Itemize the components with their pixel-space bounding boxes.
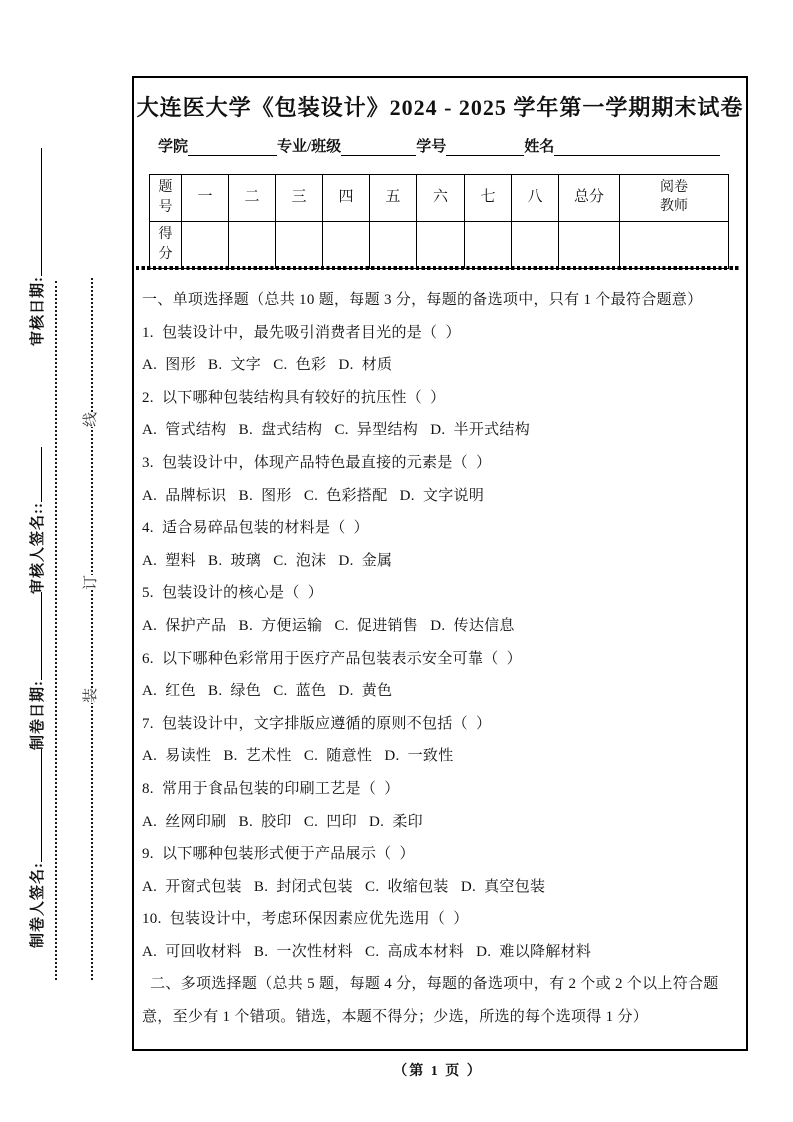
reviewer-signature-blank — [27, 447, 42, 502]
binding-dotted-line-right — [91, 278, 93, 980]
binding-dotted-line-left — [55, 281, 57, 980]
question-options: A. 易读性 B. 艺术性 C. 随意性 D. 一致性 — [142, 748, 454, 765]
score-cell — [276, 222, 323, 269]
score-cell — [559, 222, 620, 269]
score-label-cell: 得分 — [150, 222, 182, 269]
question-number-label-cell: 题号 — [150, 175, 182, 222]
col-header-8: 八 — [512, 175, 559, 222]
exam-content-box — [132, 76, 748, 1051]
school-label: 学院 — [158, 139, 189, 155]
question-text: 1. 包装设计中，最先吸引消费者目光的是（ ） — [142, 324, 461, 341]
question-text: 5. 包装设计的核心是（ ） — [142, 585, 324, 602]
name-label: 姓名 — [524, 139, 555, 155]
student-info-line — [158, 134, 720, 156]
major-class-blank — [341, 137, 416, 156]
col-header-5: 五 — [370, 175, 417, 222]
student-id-blank — [446, 137, 524, 156]
paper-maker-signature-field — [26, 749, 47, 948]
paper-maker-signature-label: 制卷人签名: — [30, 862, 46, 948]
question-options: A. 丝网印刷 B. 胶印 C. 凹印 D. 柔印 — [142, 813, 423, 830]
binding-char-ding: 订 — [80, 575, 103, 590]
col-header-4: 四 — [323, 175, 370, 222]
col-header-2: 二 — [229, 175, 276, 222]
question-text: 3. 包装设计中，体现产品特色最直接的元素是（ ） — [142, 454, 492, 471]
score-cell — [370, 222, 417, 269]
student-id-label: 学号 — [416, 139, 447, 155]
questions-area — [142, 284, 733, 1034]
question-text: 2. 以下哪种包装结构具有较好的抗压性（ ） — [142, 389, 446, 406]
name-blank — [554, 137, 720, 156]
school-blank — [188, 137, 277, 156]
question-options: A. 红色 B. 绿色 C. 蓝色 D. 黄色 — [142, 683, 393, 700]
col-header-total: 总分 — [559, 175, 620, 222]
paper-maker-signature-blank — [27, 749, 42, 862]
question-options: A. 保护产品 B. 方便运输 C. 促进销售 D. 传达信息 — [142, 617, 515, 634]
reviewer-signature-label: 审核人签名:: — [30, 502, 46, 594]
score-cell — [620, 222, 729, 269]
binding-char-xian: 线 — [80, 412, 103, 427]
question-options: A. 开窗式包装 B. 封闭式包装 C. 收缩包装 D. 真空包装 — [142, 878, 546, 895]
question-options: A. 品牌标识 B. 图形 C. 色彩搭配 D. 文字说明 — [142, 487, 485, 504]
score-table-score-row — [150, 222, 729, 269]
reviewer-signature-field — [26, 447, 47, 594]
question-options: A. 塑料 B. 玻璃 C. 泡沫 D. 金属 — [142, 552, 393, 569]
score-cell — [465, 222, 512, 269]
question-text: 8. 常用于食品包装的印刷工艺是（ ） — [142, 780, 400, 797]
col-header-1: 一 — [182, 175, 229, 222]
col-header-7: 七 — [465, 175, 512, 222]
paper-making-date-label: 制卷日期: — [30, 680, 46, 750]
paper-making-date-field — [26, 592, 47, 750]
question-text: 10. 包装设计中，考虑环保因素应优先选用（ ） — [142, 911, 469, 928]
score-cell — [417, 222, 465, 269]
dotted-separator — [136, 266, 740, 270]
col-header-3: 三 — [276, 175, 323, 222]
question-text: 6. 以下哪种色彩常用于医疗产品包装表示安全可靠（ ） — [142, 650, 522, 667]
section2-heading: 二、多项选择题（总共 5 题，每题 4 分，每题的备选项中，有 2 个或 2 个以上符合题意，至少有 1 个错项。错选，本题不得分；少选，所选的每个选项得 1 分） — [142, 976, 719, 1026]
review-date-field — [26, 148, 47, 346]
score-cell — [323, 222, 370, 269]
review-date-blank — [27, 148, 42, 276]
exam-title: 大连医大学《包装设计》2024 - 2025 学年第一学期期末试卷 — [136, 95, 744, 120]
col-header-6: 六 — [417, 175, 465, 222]
page-number-footer: （第 1 页 ） — [393, 1064, 483, 1079]
question-text: 4. 适合易碎品包装的材料是（ ） — [142, 520, 369, 537]
question-options: A. 图形 B. 文字 C. 色彩 D. 材质 — [142, 357, 393, 374]
score-cell — [182, 222, 229, 269]
grader-label-text: 阅卷教师 — [660, 179, 688, 215]
section1-heading: 一、单项选择题（总共 10 题，每题 3 分，每题的备选项中，只有 1 个最符合题意） — [142, 292, 703, 308]
review-date-label: 审核日期: — [30, 276, 46, 346]
score-cell — [512, 222, 559, 269]
question-text: 9. 以下哪种包装形式便于产品展示（ ） — [142, 846, 415, 863]
score-table-header-row — [150, 175, 729, 222]
binding-char-zhuang: 装 — [80, 688, 103, 703]
major-class-label: 专业/班级 — [277, 139, 342, 155]
score-cell — [229, 222, 276, 269]
col-header-grader — [620, 175, 729, 222]
question-text: 7. 包装设计中，文字排版应遵循的原则不包括（ ） — [142, 715, 492, 732]
paper-making-date-blank — [27, 592, 42, 680]
score-table — [149, 174, 729, 269]
question-options: A. 管式结构 B. 盘式结构 C. 异型结构 D. 半开式结构 — [142, 422, 531, 439]
question-options: A. 可回收材料 B. 一次性材料 C. 高成本材料 D. 难以降解材料 — [142, 943, 592, 960]
